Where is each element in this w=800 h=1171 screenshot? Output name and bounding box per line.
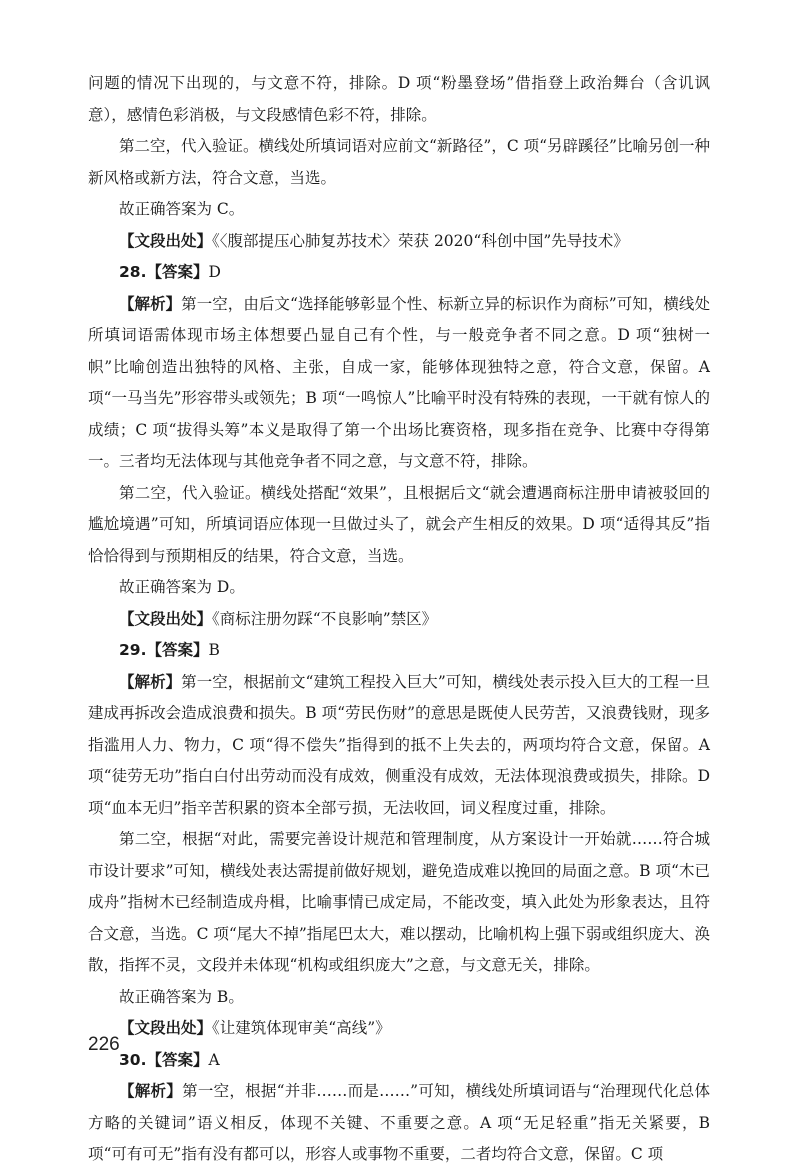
answer-value: A: [208, 1050, 220, 1069]
answer-label: 30.【答案】: [119, 1050, 209, 1069]
source-label: 【文段出处】: [119, 609, 213, 628]
paragraph-answer-27: 故正确答案为 C。: [119, 200, 245, 218]
source-label: 【文段出处】: [119, 1019, 213, 1037]
paragraph-analysis-29: [88, 667, 710, 825]
answer-value: D: [208, 263, 221, 281]
paragraph-second-blank-27: 第二空，代入验证。横线处所填词语对应前文“新路径”，C 项“另辟蹊径”比喻另创一种新风格或新方法，符合文意，当选。: [88, 137, 710, 187]
paragraph-answer-29: 故正确答案为 B。: [119, 987, 244, 1006]
paragraph-analysis-30: [88, 1076, 710, 1171]
source-label: 【文段出处】: [119, 231, 213, 250]
paragraph-answer-28: 故正确答案为 D。: [119, 578, 245, 596]
paragraph-second-blank-28: 第二空，代入验证。横线处搭配“效果”，且根据后文“就会遭遇商标注册申请被驳回的尴尬境遇”可知，所填词语应体现一旦做过头了，就会产生相反的效果。D 项“适得其反”指恰恰得到与预期相反的结果，符合文意，当选。: [88, 483, 710, 565]
analysis-text: 第一空，由后文“选择能够彰显个性、标新立异的标识作为商标”可知，横线处所填词语需体现市场主体想要凸显自己有个性，与一般竞争者不同之意。D 项“独树一帜”比喻创造出独特的风格、主张，自成一家，能够体现独特之意，符合文意，保留。A 项“一马当先”形容带头或领先；B 项“一鸣惊人”比喻平时没有特殊的表现，一干就有惊人的成绩；C 项“拔得头筹”本义是取得了第一个出场比赛资格，现多指在竞争、比赛中夺得第一。三者均无法体现与其他竞争者不同之意，与文意不符，排除。: [88, 294, 710, 470]
paragraph-analysis-28: [88, 289, 710, 478]
answer-heading-29: [88, 635, 710, 667]
answer-label: 28.【答案】: [119, 263, 209, 281]
analysis-label: 【解析】: [119, 672, 182, 691]
source-line-29: [88, 1013, 710, 1045]
analysis-label: 【解析】: [119, 294, 182, 313]
source-text: 《让建筑体现审美“高线”》: [212, 1019, 391, 1037]
source-line-28: [88, 604, 710, 636]
answer-label: 29.【答案】: [119, 641, 209, 659]
source-line-27: [88, 226, 710, 258]
source-text: 《〈腹部提压心肺复苏技术〉荣获 2020“科创中国”先导技术》: [212, 231, 629, 250]
paragraph-continuation-27: 问题的情况下出现的，与文意不符，排除。D 项“粉墨登场”借指登上政治舞台（含讥讽意），感情色彩消极，与文段感情色彩不符，排除。: [88, 74, 710, 124]
paragraph-second-blank-29: 第二空，根据“对此，需要完善设计规范和管理制度，从方案设计一开始就……符合城市设计要求”可知，横线处表达需提前做好规划，避免造成难以挽回的局面之意。B 项“木已成舟”指树木已经制造成舟楫，比喻事情已成定局，不能改变，填入此处为形象表达，且符合文意，当选。C 项“尾大不掉”指尾巴太大，难以摆动，比喻机构上强下弱或组织庞大、涣散，指挥不灵，文段并未体现“机构或组织庞大”之意，与文意无关，排除。: [88, 830, 710, 974]
page-number: 226: [88, 1034, 120, 1055]
answer-heading-28: [88, 257, 710, 289]
analysis-text: 第一空，根据“并非……而是……”可知，横线处所填词语与“治理现代化总体方略的关键词”语义相反，体现不关键、不重要之意。A 项“无足轻重”指无关紧要，B 项“可有可无”指有没有都可以，形容人或事物不重要，二者均符合文意，保留。C 项: [88, 1082, 710, 1163]
answer-heading-30: [88, 1045, 710, 1077]
analysis-text: 第一空，根据前文“建筑工程投入巨大”可知，横线处表示投入巨大的工程一旦建成再拆改会造成浪费和损失。B 项“劳民伤财”的意思是既使人民劳苦，又浪费钱财，现多指滥用人力、物力，C 项“得不偿失”指得到的抵不上失去的，两项均符合文意，保留。A 项“徒劳无功”指白白付出劳动而没有成效，侧重没有成效，无法体现浪费或损失，排除。D 项“血本无归”指辛苦积累的资本全部亏损，无法收回，词义程度过重，排除。: [88, 672, 710, 817]
source-text: 《商标注册勿踩“不良影响”禁区》: [212, 609, 438, 628]
analysis-label: 【解析】: [119, 1082, 183, 1100]
answer-value: B: [208, 641, 220, 659]
document-body: [88, 68, 710, 1171]
